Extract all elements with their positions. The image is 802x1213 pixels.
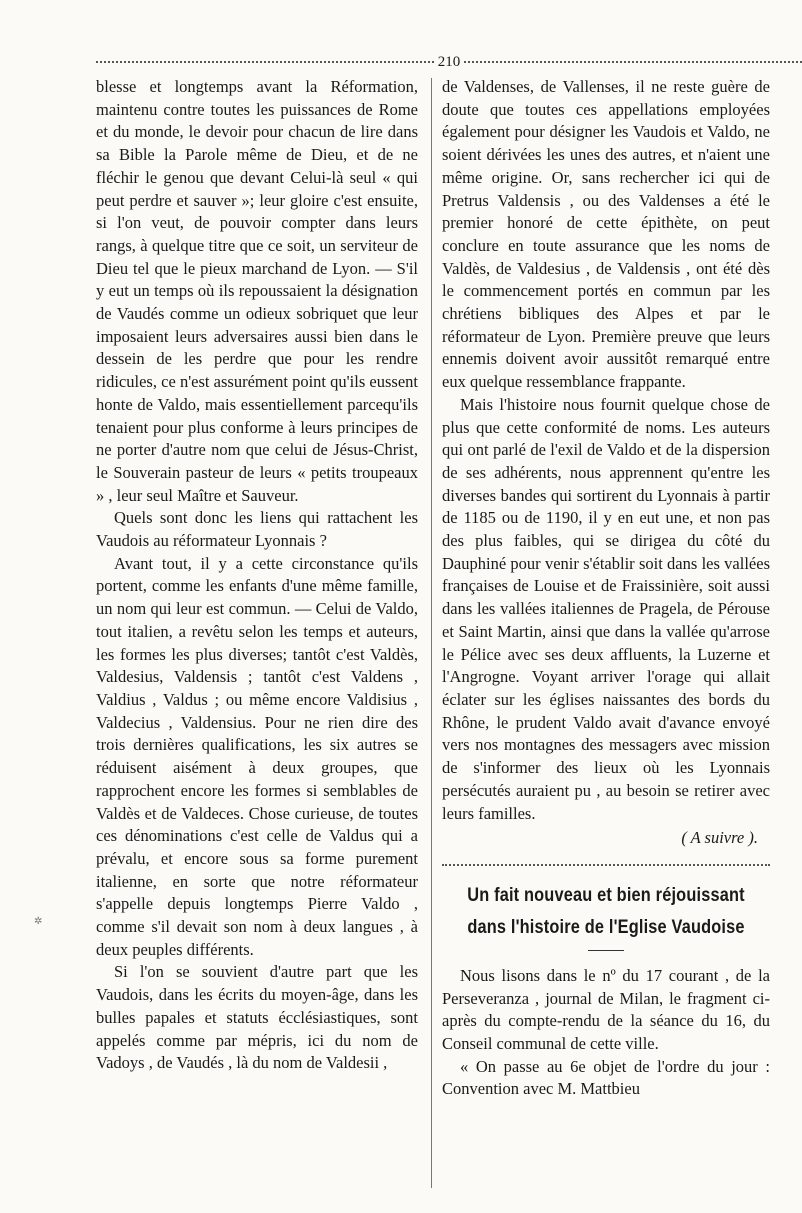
page-number: 210 — [437, 53, 461, 70]
left-paragraph: Quels sont donc les liens qui rattachent les Vaudois au réformateur Lyonnais ? — [96, 508, 418, 551]
page-header — [96, 52, 802, 72]
left-paragraph: Avant tout, il y a cette circonstance qu'ils portent, comme les enfants d'une même famille, un nom qui leur est commun. — Celui de Valdo, tout italien, a revêtu selon les temps et auteurs, les formes les plus diverses; tantôt c'est Valdès, Valdesius, Valdensis ; tantôt c'est Valdens , Valdius , Valdus ; ou même encore Valdisius , Valdecius , Valdensius. Pour ne rien dire des trois dernières qualifications, les six autres se réduisent aisément à deux groupes, que rapprochent encore les formes si semblables de Valdès et de Valdeces. Chose curieuse, de toutes ces dénominations c'est celle de Valdus qui a prévalu, et encore sous sa forme purement italienne, en sorte que notre réformateur s'appelle depuis longtemps Pierre Valdo , comme s'il devait son nom à deux langues , à deux peuples différents. — [96, 553, 418, 959]
column-divider — [431, 78, 432, 1188]
header-rule-left — [96, 61, 434, 63]
header-rule-right — [464, 61, 802, 63]
article-paragraph: Nous lisons dans le nº du 17 courant , de la Perseveranza , journal de Milan, le fragment ci-après du compte-rendu de la séance du 16, du Conseil communal de cette ville. — [442, 965, 770, 1054]
left-paragraph: blesse et longtemps avant la Réformation, maintenu contre toutes les puissances de Rome et du monde, le devoir pour chacun de lire dans sa Bible la Parole même de Dieu, et de ne fléchir le genou que devant Celui-là seul « qui peut perdre et sauver »; leur gloire c'est ensuite, si l'on veut, de pouvoir compter dans leurs rangs, à quelque titre que ce soit, un serviteur de Dieu tel que le pieux marchand de Lyon. — S'il y eut un temps où ils repoussaient la désignation de Vaudés comme un odieux sobriquet que leur imposaient leurs adversaires aussi bien dans le dessein de les perdre que pour les rendre ridicules, ce n'est assurément point qu'ils eussent honte de Valdo, mais essentiellement parcequ'ils tenaient pour plus conforme à leurs principes de ne porter d'autre nom que celui de Jésus-Christ, le Souverain pasteur de leurs « petits troupeaux » , leur seul Maître et Sauveur. — [96, 77, 418, 505]
article-paragraph: « On passe au 6e objet de l'ordre du jour : Convention avec M. Mattbieu — [442, 1056, 770, 1099]
right-paragraph: de Valdenses, de Vallenses, il ne reste guère de doute que toutes ces appellations employées également pour désigner les Vaudois et Valdo, ne soient dérivées les unes des autres, et n'aient une même origine. Or, sans rechercher ici qui de Pretrus Valdensis , ou des Valdenses a été le premier honoré de cette épithète, on peut conclure en toute assurance que les noms de Valdès, de Valdesius , de Valdensis , ont été dès le commencement portés en commun par les chrétiens bibliques des Alpes et par le réformateur de Lyon. Première preuve que leurs ennemis doivent avoir aussitôt remarqué entre eux quelque ressemblance frappante. — [442, 77, 770, 392]
title-underline — [588, 950, 624, 951]
article-title-line-1: Un fait nouveau et bien réjouissant — [467, 884, 745, 906]
right-paragraph: Mais l'histoire nous fournit quelque chose de plus que cette conformité de noms. Les auteurs qui ont parlé de l'exil de Valdo et de la dispersion de ses adhérents, nous apprennent qu'entre les diverses bandes qui sortirent du Lyonnais à partir de 1185 ou de 1190, il y en eut une, et non pas des plus faibles, qui se dirigea du côté du Dauphiné pour venir s'établir soit dans les vallées françaises de Louise et de Fraissinière, soit aussi dans les vallées italiennes de Pragela, de Pérouse et Saint Martin, ainsi que dans la vallée qu'arrose le Pélice avec ses deux affluents, la Luzerne et l'Angrogne. Voyant arriver l'orage qui allait éclater sur les églises naissantes des bords du Rhône, le prudent Valdo avait d'avance envoyé vers nos montagnes des messagers avec mission de s'informer des lieux où les Lyonnais persécutés auraient pu , au besoin se retirer avec leurs familles. — [442, 394, 770, 823]
to-be-continued: ( A suivre ). — [681, 828, 758, 848]
section-separator — [442, 864, 770, 866]
article-title-line-2: dans l'histoire de l'Eglise Vaudoise — [467, 916, 745, 938]
left-paragraph: Si l'on se souvient d'autre part que les Vaudois, dans les écrits du moyen-âge, dans les bulles papales et statuts écclésiastiques, sont appelés comme par mépris, ici du nom de Vadoys , de Vaudés , là du nom de Valdesii , — [96, 962, 418, 1073]
right-column — [442, 76, 770, 1101]
left-column — [96, 76, 418, 1075]
margin-mark: ✲ — [34, 916, 43, 927]
